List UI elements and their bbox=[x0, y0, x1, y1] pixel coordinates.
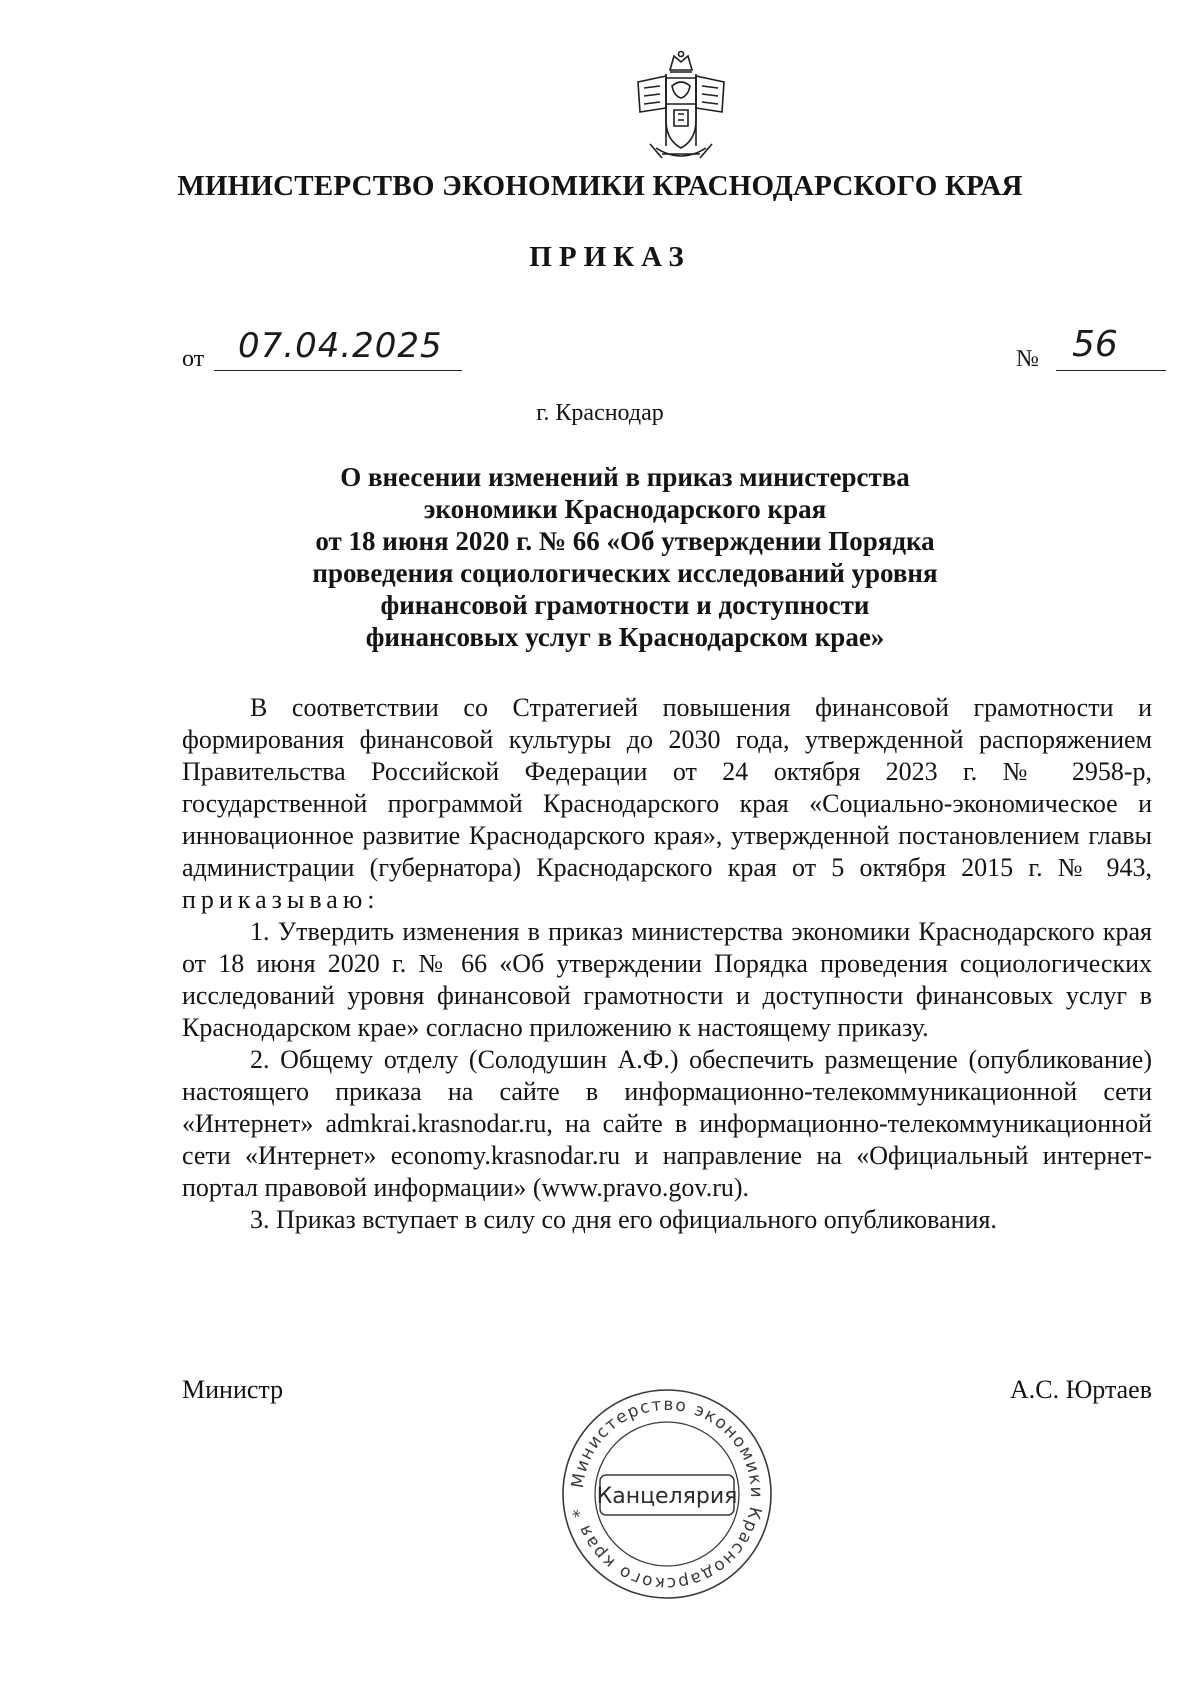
order-body bbox=[182, 692, 1152, 1236]
title-line: проведения социологических исследований уровня bbox=[312, 558, 938, 588]
title-line: экономики Краснодарского края bbox=[423, 494, 827, 524]
title-line: О внесении изменений в приказ министерства bbox=[340, 462, 910, 492]
order-word: приказываю: bbox=[182, 885, 380, 914]
date-underline bbox=[214, 370, 462, 371]
handwritten-date: 07.04.2025 bbox=[238, 326, 443, 366]
office-stamp bbox=[558, 1385, 776, 1603]
number-underline bbox=[1056, 370, 1166, 371]
clause-3: 3. Приказ вступает в силу со дня его официального опубликования. bbox=[250, 1205, 997, 1234]
clause-2: 2. Общему отделу (Солодушин А.Ф.) обеспечить размещение (опубликование) настоящего приказа на сайте в информационно-телекоммуникационной сети «Интернет» admkrai.krasnodar.ru, на сайте в информационно-телекоммуникационной сети «Интернет» economy.krasnodar.ru и направление на «Официальный интернет-портал правовой информации» (www.pravo.gov.ru). bbox=[182, 1045, 1152, 1202]
title-line: от 18 июня 2020 г. № 66 «Об утверждении Порядка bbox=[315, 526, 935, 556]
stamp-center-text: Канцелярия bbox=[596, 1484, 738, 1509]
krasnodar-coat-of-arms-icon bbox=[626, 48, 736, 166]
title-line: финансовых услуг в Краснодарском крае» bbox=[365, 622, 885, 652]
signatory-role: Министр bbox=[182, 1375, 284, 1404]
clause-1: 1. Утвердить изменения в приказ министерства экономики Краснодарского края от 18 июня 2020 г. № 66 «Об утверждении Порядка проведения социологических исследований уровня финансовой грамотности и доступности финансовых услуг в Краснодарском крае» согласно приложению к настоящему приказу. bbox=[182, 917, 1152, 1042]
preamble-text: В соответствии со Стратегией повышения финансовой грамотности и формирования финансовой культуры до 2030 года, утвержденной распоряжением Правительства Российской Федерации от 24 октября 2023 г. № 2958-р, государственной программой Краснодарского края «Социально-экономическое и инновационное развитие Краснодарского края», утвержденной постановлением главы администрации (губернатора) Краснодарского края от 5 октября 2015 г. № 943, bbox=[182, 693, 1152, 882]
preamble-paragraph bbox=[182, 692, 1152, 916]
document-type: ПРИКАЗ bbox=[529, 241, 691, 273]
date-prefix: от bbox=[182, 346, 205, 372]
ministry-name: МИНИСТЕРСТВО ЭКОНОМИКИ КРАСНОДАРСКОГО КРАЯ bbox=[177, 170, 1023, 202]
order-title bbox=[300, 461, 950, 653]
number-prefix: № bbox=[1016, 346, 1039, 372]
stamp-ring-text: Министерство экономики Краснодарского края * bbox=[567, 1394, 767, 1594]
city: г. Краснодар bbox=[536, 400, 664, 426]
title-line: финансовой грамотности и доступности bbox=[380, 590, 870, 620]
handwritten-number: 56 bbox=[1072, 324, 1118, 365]
signatory-name: А.С. Юртаев bbox=[1009, 1375, 1152, 1404]
